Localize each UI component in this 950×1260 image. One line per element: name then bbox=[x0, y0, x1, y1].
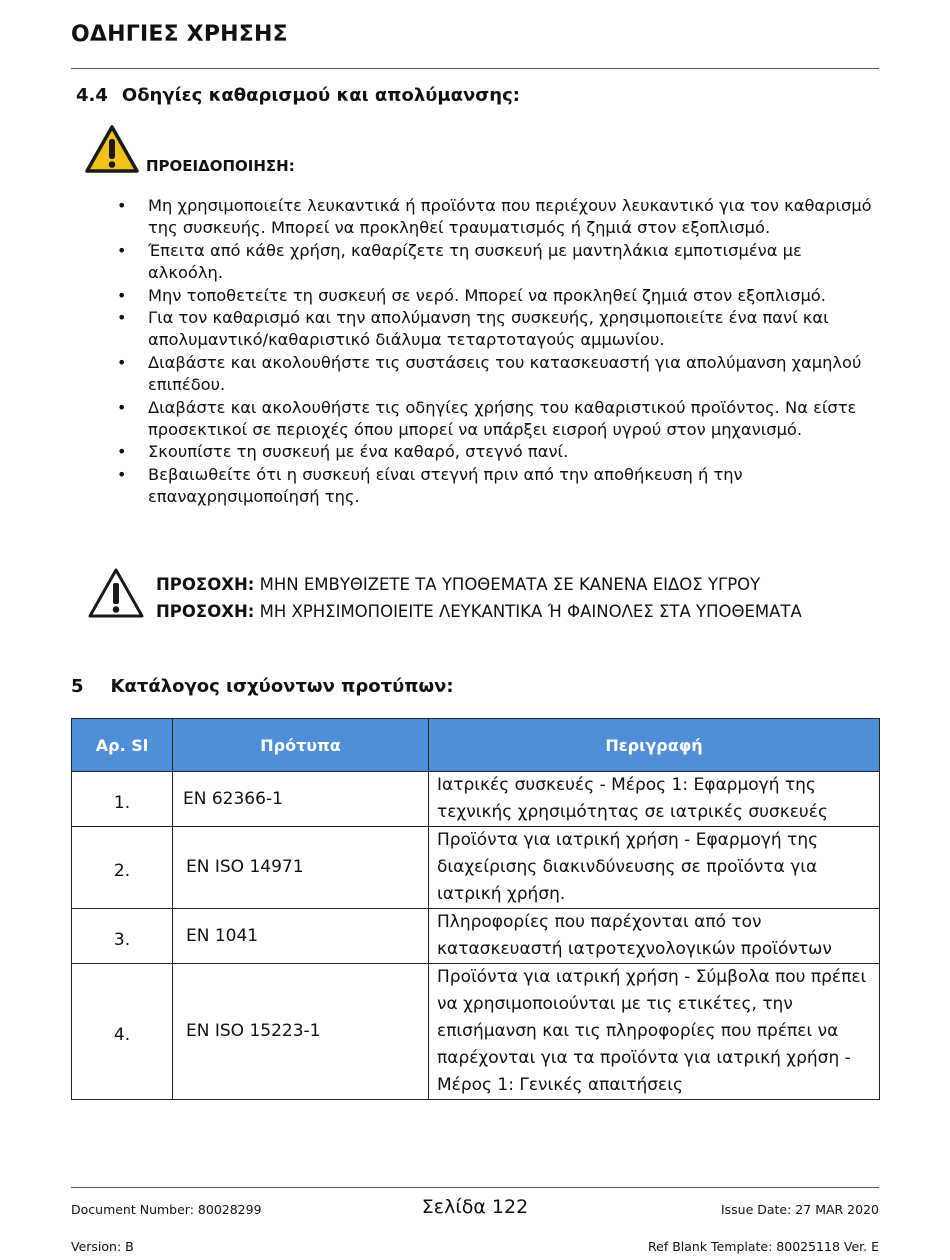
warning-triangle-icon bbox=[84, 124, 140, 174]
footer-issue-date: Issue Date: 27 MAR 2020 bbox=[720, 1202, 879, 1217]
table-header-row bbox=[72, 719, 880, 772]
list-item: • Έπειτα από κάθε χρήση, καθαρίζετε τη συσκευή με μαντηλάκια εμποτισμένα με αλκοόλη. bbox=[117, 240, 872, 285]
standards-table bbox=[71, 718, 880, 1100]
section-4-4-title: Οδηγίες καθαρισμού και απολύμανσης: bbox=[121, 85, 520, 106]
footer-document-number: Document Number: 80028299 bbox=[71, 1202, 262, 1217]
cleaning-instructions-list bbox=[117, 195, 872, 509]
column-header-standard: Πρότυπα bbox=[173, 719, 429, 772]
row-number: 4. bbox=[72, 964, 173, 1100]
column-header-description: Περιγραφή bbox=[429, 719, 880, 772]
section-5-title: Κατάλογος ισχύοντων προτύπων: bbox=[110, 676, 454, 697]
footer-template: Ref Blank Template: 80025118 Ver. E bbox=[648, 1239, 879, 1254]
column-header-number: Αρ. Sl bbox=[72, 719, 173, 772]
list-item: • Βεβαιωθείτε ότι η συσκευή είναι στεγνή πριν από την αποθήκευση ή την επαναχρησιμοποίησή της. bbox=[117, 464, 872, 509]
page-header-title: ΟΔΗΓΙΕΣ ΧΡΗΣΗΣ bbox=[71, 22, 288, 47]
footer-divider bbox=[71, 1187, 879, 1188]
list-item: • Για τον καθαρισμό και την απολύμανση της συσκευής, χρησιμοποιείτε ένα πανί και απολυμαντικό/καθαριστικό διάλυμα τεταρτοταγούς αμμωνίου. bbox=[117, 307, 872, 352]
warning-label: ΠΡΟΕΙΔΟΠΟΙΗΣΗ: bbox=[146, 157, 295, 175]
standard-description: Ιατρικές συσκευές - Μέρος 1: Εφαρμογή της τεχνικής χρησιμότητας σε ιατρικές συσκευές bbox=[429, 772, 880, 827]
caution-line bbox=[156, 575, 760, 594]
row-number: 3. bbox=[72, 909, 173, 964]
section-4-4-number: 4.4 bbox=[76, 85, 108, 106]
standard-name: EN ISO 15223-1 bbox=[173, 964, 429, 1100]
table-row bbox=[72, 964, 880, 1100]
table-row bbox=[72, 909, 880, 964]
section-4-4-heading bbox=[76, 85, 520, 106]
row-number: 2. bbox=[72, 827, 173, 909]
standard-name: EN 1041 bbox=[173, 909, 429, 964]
list-item: • Μη χρησιμοποιείτε λευκαντικά ή προϊόντα που περιέχουν λευκαντικό για τον καθαρισμό της συσκευής. Μπορεί να προκληθεί τραυματισμός ή ζημιά στον εξοπλισμό. bbox=[117, 195, 872, 240]
caution-text: ΜΗΝ ΕΜΒΥΘΙΖΕΤΕ ΤΑ ΥΠΟΘΕΜΑΤΑ ΣΕ ΚΑΝΕΝΑ ΕΙΔΟΣ ΥΓΡΟΥ bbox=[254, 575, 761, 594]
caution-text: ΜΗ ΧΡΗΣΙΜΟΠΟΙΕΙΤΕ ΛΕΥΚΑΝΤΙΚΑ Ή ΦΑΙΝΟΛΕΣ ΣΤΑ ΥΠΟΘΕΜΑΤΑ bbox=[254, 602, 802, 621]
list-item: • Διαβάστε και ακολουθήστε τις συστάσεις του κατασκευαστή για απολύμανση χαμηλού επιπέδου. bbox=[117, 352, 872, 397]
list-item: • Μην τοποθετείτε τη συσκευή σε νερό. Μπορεί να προκληθεί ζημιά στον εξοπλισμό. bbox=[117, 285, 872, 307]
standard-description: Πληροφορίες που παρέχονται από τον κατασκευαστή ιατροτεχνολογικών προϊόντων bbox=[429, 909, 880, 964]
table-row bbox=[72, 827, 880, 909]
caution-label: ΠΡΟΣΟΧΗ: bbox=[156, 575, 255, 594]
caution-line bbox=[156, 602, 802, 621]
standard-name: EN ISO 14971 bbox=[173, 827, 429, 909]
list-item: • Σκουπίστε τη συσκευή με ένα καθαρό, στεγνό πανί. bbox=[117, 441, 872, 463]
standard-name: EN 62366-1 bbox=[173, 772, 429, 827]
standard-description: Προϊόντα για ιατρική χρήση - Εφαρμογή της διαχείρισης διακινδύνευσης σε προϊόντα για ιατρική χρήση. bbox=[429, 827, 880, 909]
table-row bbox=[72, 772, 880, 827]
footer-version: Version: B bbox=[71, 1239, 134, 1254]
section-5-number: 5 bbox=[71, 676, 84, 697]
caution-label: ΠΡΟΣΟΧΗ: bbox=[156, 602, 255, 621]
footer-page-number: Σελίδα 122 bbox=[421, 1196, 529, 1218]
header-divider bbox=[71, 68, 879, 69]
standard-description: Προϊόντα για ιατρική χρήση - Σύμβολα που πρέπει να χρησιμοποιούνται με τις ετικέτες, την επισήμανση και τις πληροφορίες που πρέπει να παρέχονται για τα προϊόντα για ιατρική χρήση - Μέρος 1: Γενικές απαιτήσεις bbox=[429, 964, 880, 1100]
section-5-heading bbox=[71, 676, 454, 697]
caution-triangle-icon bbox=[86, 566, 146, 620]
row-number: 1. bbox=[72, 772, 173, 827]
list-item: • Διαβάστε και ακολουθήστε τις οδηγίες χρήσης του καθαριστικού προϊόντος. Να είστε προσεκτικοί σε περιοχές όπου μπορεί να υπάρξει εισροή υγρού στον μηχανισμό. bbox=[117, 397, 872, 442]
